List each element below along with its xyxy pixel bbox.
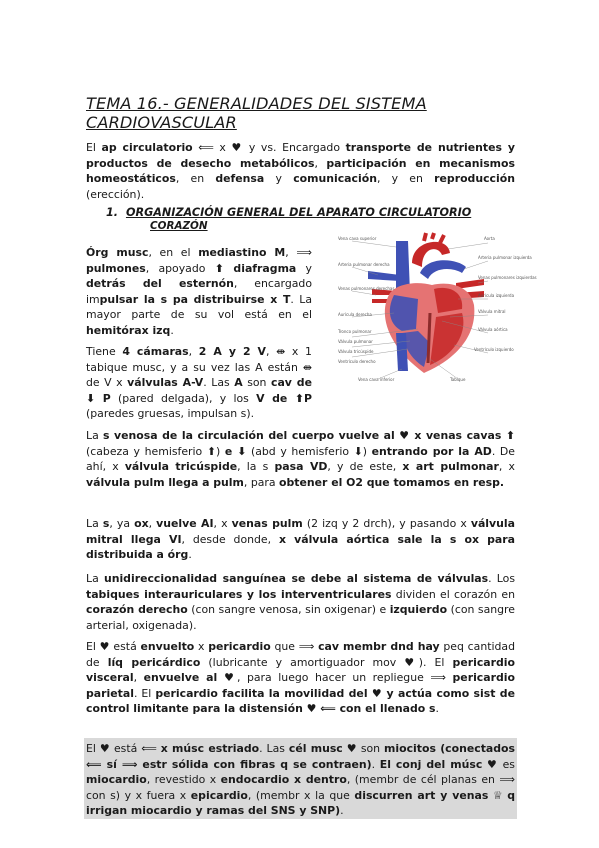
label-aorta: Aorta bbox=[484, 236, 495, 241]
bold-text-run: 2 A y 2 V bbox=[198, 345, 266, 358]
bold-text-run: pulsar la s pa distribuirse x T bbox=[99, 292, 291, 306]
label-left-pulmonary-artery: Arteria pulmonar izquierda bbox=[478, 255, 532, 260]
text-run: , x bbox=[213, 517, 232, 530]
bold-text-run: x músc estriado bbox=[160, 742, 260, 755]
text-run: , apoyado bbox=[145, 261, 215, 275]
text-run: . Las bbox=[203, 376, 235, 390]
text-run: . El bbox=[133, 686, 156, 700]
label-right-ventricle: Ventrículo derecho bbox=[338, 359, 376, 364]
bold-text-run: válvula mitral llega VI bbox=[86, 517, 515, 546]
bold-text-run: válvula pulm llega a pulm bbox=[86, 475, 244, 489]
text-run: son bbox=[242, 376, 271, 390]
bold-text-run: cél musc bbox=[288, 742, 343, 755]
bold-text-run: ⬆ diafragma bbox=[214, 261, 297, 275]
bold-text-run: reproducción bbox=[434, 172, 515, 186]
label-left-ventricle: Ventrículo izquierdo bbox=[474, 347, 514, 352]
text-run: . Las bbox=[259, 742, 289, 755]
label-tricuspid-valve: Válvula tricúspide bbox=[338, 349, 374, 354]
text-run: (cabeza y hemisferio ⬆) bbox=[86, 444, 225, 458]
bold-text-run: obtener el O2 que tomamos en resp. bbox=[279, 475, 505, 489]
text-run: (lubricante y amortiguador mov ♥). El bbox=[200, 655, 453, 669]
text-run: , para luego hacer un repliegue ⟹ bbox=[236, 671, 453, 685]
text-run: , ⇼ x 1 tabique musc, y a su vez las A están ⇼ de V x bbox=[86, 345, 312, 390]
text-run: (pared delgada), y los bbox=[110, 391, 257, 405]
myocardium-paragraph bbox=[86, 741, 515, 819]
bold-text-run: vuelve AI bbox=[156, 517, 214, 530]
bold-text-run: tabiques interauriculares y los interventriculares bbox=[86, 587, 392, 601]
label-right-atrium: Aurícula derecha bbox=[338, 312, 372, 317]
bold-text-run: pericardio facilita la movilidad del ♥ y actúa como sist de control limitante para la distensión ♥ ⟸ con el llenado s bbox=[86, 686, 515, 716]
text-run: . Los bbox=[488, 572, 516, 585]
bold-text-run: válvula tricúspide bbox=[124, 460, 238, 474]
text-run: y bbox=[296, 261, 312, 275]
text-run: y bbox=[264, 172, 294, 186]
text-run: La bbox=[86, 517, 103, 530]
bold-text-run: ap circulatorio bbox=[101, 141, 193, 154]
heart-anatomy-figure bbox=[338, 233, 537, 383]
text-run: . La mayor parte de su vol está en el bbox=[86, 292, 312, 322]
valves-paragraph bbox=[86, 571, 515, 633]
subsection-heading: CORAZÓN bbox=[150, 220, 208, 232]
bold-text-run: cav de ⬇ P bbox=[86, 376, 312, 405]
bold-text-run: hemitórax izq bbox=[86, 323, 171, 337]
text-run: . bbox=[170, 323, 174, 337]
oxygenated-blood-paragraph bbox=[86, 516, 515, 563]
bold-text-run: detrás del esternón bbox=[86, 277, 234, 291]
label-left-atrium: Aurícula izquierda bbox=[478, 293, 515, 298]
text-run: , en el bbox=[148, 246, 199, 259]
text-run: , la s bbox=[237, 460, 275, 474]
text-run: El ♥ está ⟸ bbox=[86, 742, 161, 755]
text-run: , (membr de cél planas en ⟹ con s) y x fuera x bbox=[86, 773, 516, 802]
bold-text-run: El conj del músc bbox=[379, 757, 483, 771]
text-run: La bbox=[86, 429, 103, 442]
heart-description-paragraph bbox=[86, 245, 312, 339]
page-title bbox=[86, 94, 526, 132]
bold-text-run: líq pericárdico bbox=[107, 655, 201, 669]
section-heading bbox=[106, 206, 471, 220]
inferior-vena-cava bbox=[396, 333, 408, 371]
label-right-pulmonary-artery: Arteria pulmonar derecha bbox=[338, 262, 390, 267]
bold-text-run: participación en mecanismos homeostáticos bbox=[86, 156, 515, 186]
bold-text-run: izquierdo bbox=[389, 603, 448, 617]
bold-text-run: x art pulmonar bbox=[402, 460, 499, 474]
bold-text-run: endocardio x dentro bbox=[220, 773, 347, 787]
text-run: x bbox=[194, 640, 209, 653]
text-run: dividen el corazón en bbox=[391, 587, 515, 601]
text-run: La bbox=[86, 572, 104, 585]
bold-text-run: transporte de nutrientes y productos de desecho metabólicos bbox=[86, 141, 515, 170]
text-run: , bbox=[133, 671, 144, 685]
section-number: 1. bbox=[106, 206, 119, 219]
bold-text-run: x válvula aórtica sale la s ox para distribuida a órg bbox=[86, 532, 515, 562]
bold-text-run: válvulas A-V bbox=[127, 376, 204, 390]
text-run: ♥ son bbox=[342, 742, 385, 755]
bold-text-run: s venosa de la circulación del cuerpo vuelve al ♥ x venas cavas ⬆ bbox=[102, 429, 516, 442]
bold-text-run: pasa VD bbox=[274, 460, 328, 474]
bold-text-run: miocitos (conectados ⟸ sí ⟹ estr sólida con fibras q se contraen) bbox=[86, 742, 516, 771]
text-run: , bbox=[148, 517, 157, 530]
text-run: (con sangre arterial, oxigenada). bbox=[86, 603, 515, 632]
bold-text-run: pulmones bbox=[86, 261, 146, 275]
section-title: ORGANIZACIÓN GENERAL DEL APARATO CIRCULATORIO bbox=[125, 206, 472, 219]
text-run: ♕ bbox=[488, 788, 508, 802]
bold-text-run: miocardio bbox=[86, 773, 147, 787]
text-run: , ya bbox=[109, 517, 135, 530]
intro-paragraph bbox=[86, 140, 515, 202]
title-line-2: CARDIOVASCULAR bbox=[86, 113, 237, 132]
text-run: , bbox=[314, 156, 327, 170]
text-run: que ⟹ bbox=[270, 640, 319, 653]
bold-text-run: discurren art y venas bbox=[354, 788, 489, 802]
text-run: , y en bbox=[376, 172, 435, 186]
text-run: El bbox=[86, 141, 102, 154]
bold-text-run: ox bbox=[134, 517, 149, 530]
text-run: , en bbox=[175, 172, 216, 186]
text-run: (paredes gruesas, impulsan s). bbox=[86, 407, 255, 421]
label-pulmonary-trunk: Tronco pulmonar bbox=[338, 329, 372, 334]
text-run: , x bbox=[498, 460, 515, 474]
label-inferior-vena-cava: Vena cava inferior bbox=[358, 377, 395, 382]
text-run: (abd y hemisferio ⬇) bbox=[246, 444, 372, 458]
chambers-paragraph bbox=[86, 344, 312, 422]
text-run: , ⟹ bbox=[285, 246, 312, 259]
text-run: (erección). bbox=[86, 187, 145, 201]
label-aortic-valve: Válvula aórtica bbox=[478, 327, 508, 332]
bold-text-run: mediastino M bbox=[198, 246, 286, 259]
bold-text-run: unidireccionalidad sanguínea se debe al sistema de válvulas bbox=[103, 572, 489, 585]
bold-text-run: pericardio visceral bbox=[86, 655, 516, 685]
bold-text-run: pericardio parietal bbox=[86, 671, 515, 700]
bold-text-run: corazón derecho bbox=[86, 603, 188, 617]
pericardium-paragraph bbox=[86, 639, 515, 717]
text-run: , para bbox=[243, 475, 280, 489]
text-run: , desde donde, bbox=[181, 532, 279, 546]
text-run: . bbox=[435, 702, 439, 716]
septum bbox=[428, 313, 430, 363]
bold-text-run: pericardio bbox=[208, 640, 271, 653]
bold-text-run: cav membr dnd hay bbox=[318, 640, 440, 653]
text-run: , revestido x bbox=[146, 773, 221, 787]
text-run: peq cantidad de bbox=[86, 640, 516, 669]
bold-text-run: comunicación bbox=[293, 172, 377, 186]
text-run: El ♥ está bbox=[86, 640, 141, 653]
text-run: . bbox=[371, 757, 380, 771]
bold-text-run: s bbox=[102, 517, 110, 530]
bold-text-run: epicardio bbox=[190, 788, 248, 802]
text-run: (con sangre venosa, sin oxigenar) e bbox=[187, 603, 390, 617]
bold-text-run: entrando por la AD bbox=[371, 444, 492, 458]
text-run: ⟸ x ♥ y vs. Encargado bbox=[192, 141, 346, 154]
label-superior-vena-cava: Vena cava superior bbox=[338, 236, 377, 241]
bold-text-run: q irrigan miocardio y ramas del SNS y SNP) bbox=[86, 788, 516, 818]
text-run: , bbox=[188, 345, 199, 358]
label-pulmonary-valve: Válvula pulmonar bbox=[338, 339, 373, 344]
bold-text-run: envuelve al ♥ bbox=[143, 671, 237, 685]
text-run: , y de este, bbox=[327, 460, 403, 474]
bold-text-run: defensa bbox=[215, 172, 265, 186]
text-run: , (membr x la que bbox=[247, 788, 355, 802]
label-mitral-valve: Válvula mitral bbox=[478, 309, 506, 314]
label-right-pulmonary-veins: Venas pulmonares derechas bbox=[338, 286, 395, 291]
venous-blood-paragraph bbox=[86, 428, 515, 490]
text-run: ♥ es bbox=[482, 757, 515, 771]
text-run: . De ahí, x bbox=[86, 444, 515, 474]
bold-text-run: venas pulm bbox=[231, 517, 303, 530]
bold-text-run: Órg musc bbox=[86, 246, 149, 259]
bold-text-run: envuelto bbox=[140, 640, 195, 653]
bold-text-run: e ⬇ bbox=[224, 444, 247, 458]
text-run: , encargado im bbox=[86, 277, 312, 306]
text-run: . bbox=[188, 548, 192, 562]
text-run: Tiene bbox=[86, 345, 123, 358]
text-run: . bbox=[340, 804, 344, 818]
title-line-1: TEMA 16.- GENERALIDADES DEL SISTEMA bbox=[86, 94, 427, 113]
bold-text-run: 4 cámaras bbox=[122, 345, 189, 358]
label-septum: Tabique bbox=[450, 377, 466, 382]
bold-text-run: A bbox=[234, 376, 243, 390]
text-run: (2 izq y 2 drch), y pasando x bbox=[302, 517, 471, 530]
bold-text-run: V de ⬆P bbox=[256, 391, 313, 405]
label-left-pulmonary-veins: Venas pulmonares izquierdas bbox=[478, 275, 537, 280]
